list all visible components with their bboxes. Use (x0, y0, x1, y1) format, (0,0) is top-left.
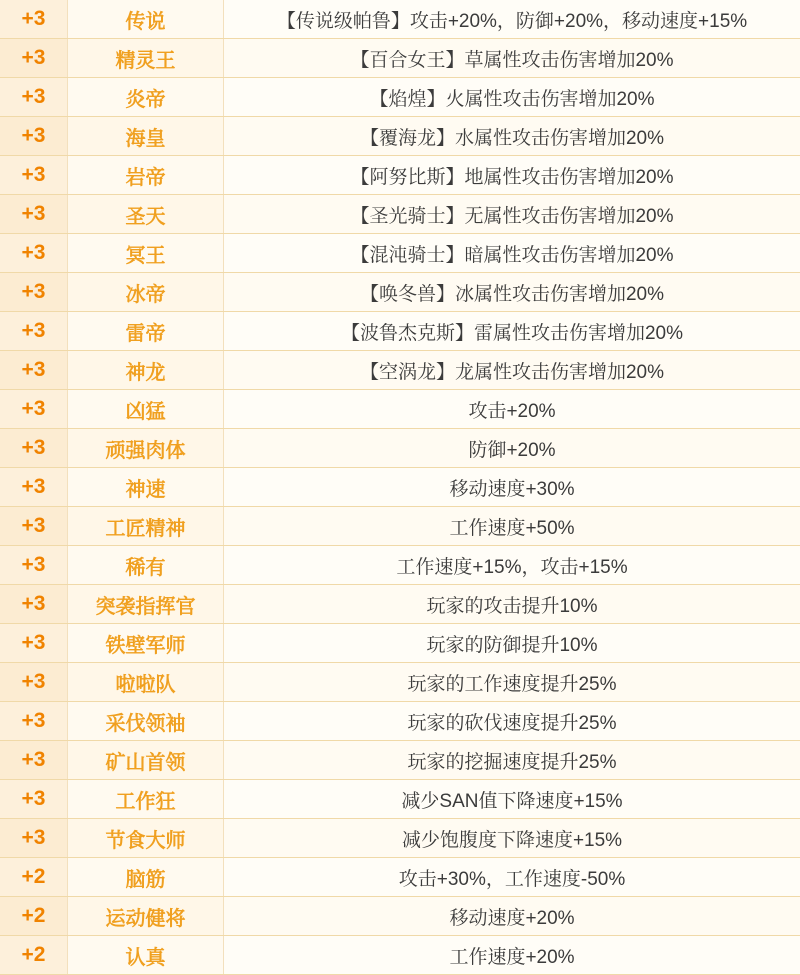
table-row (0, 858, 800, 897)
table-row (0, 429, 800, 468)
skill-name-cell: 传说 (68, 0, 224, 38)
table-row (0, 312, 800, 351)
rank-cell: +3 (0, 351, 68, 389)
table-row (0, 234, 800, 273)
table-row (0, 0, 800, 39)
skill-effect-cell: 防御+20% (224, 429, 800, 467)
skill-name-cell: 冥王 (68, 234, 224, 272)
skill-effect-cell: 玩家的防御提升10% (224, 624, 800, 662)
rank-cell: +3 (0, 546, 68, 584)
table-row (0, 468, 800, 507)
rank-cell: +3 (0, 0, 68, 38)
skill-name-cell: 矿山首领 (68, 741, 224, 779)
skill-effect-cell: 攻击+20% (224, 390, 800, 428)
skill-effect-cell: 【传说级帕鲁】攻击+20%，防御+20%，移动速度+15% (224, 0, 800, 38)
rank-cell: +3 (0, 624, 68, 662)
skill-effect-cell: 【混沌骑士】暗属性攻击伤害增加20% (224, 234, 800, 272)
skill-effect-cell: 减少饱腹度下降速度+15% (224, 819, 800, 857)
table-row (0, 390, 800, 429)
skill-name-cell: 脑筋 (68, 858, 224, 896)
skill-name-cell: 顽强肉体 (68, 429, 224, 467)
skill-effect-cell: 玩家的攻击提升10% (224, 585, 800, 623)
rank-cell: +3 (0, 702, 68, 740)
table-row (0, 273, 800, 312)
skill-name-cell: 工作狂 (68, 780, 224, 818)
skill-effect-cell: 工作速度+20% (224, 936, 800, 974)
table-row (0, 663, 800, 702)
table-row (0, 936, 800, 975)
table-row (0, 897, 800, 936)
table-row (0, 78, 800, 117)
skill-name-cell: 炎帝 (68, 78, 224, 116)
rank-cell: +3 (0, 429, 68, 467)
skill-effect-cell: 【波鲁杰克斯】雷属性攻击伤害增加20% (224, 312, 800, 350)
rank-cell: +2 (0, 858, 68, 896)
rank-cell: +3 (0, 663, 68, 701)
rank-cell: +3 (0, 78, 68, 116)
rank-cell: +3 (0, 507, 68, 545)
skill-effect-cell: 【百合女王】草属性攻击伤害增加20% (224, 39, 800, 77)
table-row (0, 624, 800, 663)
skill-name-cell: 凶猛 (68, 390, 224, 428)
skill-effect-cell: 减少SAN值下降速度+15% (224, 780, 800, 818)
skill-effect-cell: 玩家的挖掘速度提升25% (224, 741, 800, 779)
table-row (0, 741, 800, 780)
skill-name-cell: 认真 (68, 936, 224, 974)
table-row (0, 156, 800, 195)
rank-cell: +3 (0, 780, 68, 818)
rank-cell: +3 (0, 117, 68, 155)
skill-effect-cell: 玩家的工作速度提升25% (224, 663, 800, 701)
skill-name-cell: 稀有 (68, 546, 224, 584)
skill-name-cell: 采伐领袖 (68, 702, 224, 740)
table-row (0, 819, 800, 858)
skill-name-cell: 铁壁军师 (68, 624, 224, 662)
skill-effect-cell: 移动速度+20% (224, 897, 800, 935)
skill-effect-cell: 【唤冬兽】冰属性攻击伤害增加20% (224, 273, 800, 311)
rank-cell: +3 (0, 39, 68, 77)
skill-name-cell: 雷帝 (68, 312, 224, 350)
table-row (0, 780, 800, 819)
rank-cell: +3 (0, 312, 68, 350)
skill-effect-cell: 攻击+30%，工作速度-50% (224, 858, 800, 896)
table-row (0, 585, 800, 624)
rank-cell: +2 (0, 897, 68, 935)
skill-effect-cell: 工作速度+50% (224, 507, 800, 545)
skill-name-cell: 工匠精神 (68, 507, 224, 545)
rank-cell: +3 (0, 585, 68, 623)
skill-name-cell: 海皇 (68, 117, 224, 155)
table-row (0, 546, 800, 585)
skill-name-cell: 神龙 (68, 351, 224, 389)
skill-name-cell: 精灵王 (68, 39, 224, 77)
skill-effect-cell: 【圣光骑士】无属性攻击伤害增加20% (224, 195, 800, 233)
skill-effect-cell: 【阿努比斯】地属性攻击伤害增加20% (224, 156, 800, 194)
table-row (0, 39, 800, 78)
rank-cell: +3 (0, 390, 68, 428)
table-row (0, 702, 800, 741)
skill-effect-cell: 【覆海龙】水属性攻击伤害增加20% (224, 117, 800, 155)
skill-effect-cell: 【空涡龙】龙属性攻击伤害增加20% (224, 351, 800, 389)
skill-name-cell: 冰帝 (68, 273, 224, 311)
table-row (0, 195, 800, 234)
rank-cell: +3 (0, 819, 68, 857)
rank-cell: +3 (0, 195, 68, 233)
rank-cell: +3 (0, 741, 68, 779)
skill-name-cell: 节食大师 (68, 819, 224, 857)
skill-name-cell: 岩帝 (68, 156, 224, 194)
table-row (0, 507, 800, 546)
rank-cell: +3 (0, 234, 68, 272)
table-row (0, 351, 800, 390)
skill-effect-cell: 玩家的砍伐速度提升25% (224, 702, 800, 740)
rank-cell: +3 (0, 156, 68, 194)
rank-cell: +2 (0, 936, 68, 974)
skill-name-cell: 突袭指挥官 (68, 585, 224, 623)
skill-effect-cell: 【焰煌】火属性攻击伤害增加20% (224, 78, 800, 116)
skill-name-cell: 啦啦队 (68, 663, 224, 701)
skill-name-cell: 运动健将 (68, 897, 224, 935)
skill-effect-cell: 工作速度+15%，攻击+15% (224, 546, 800, 584)
rank-cell: +3 (0, 273, 68, 311)
skill-name-cell: 神速 (68, 468, 224, 506)
table-row (0, 117, 800, 156)
skill-name-cell: 圣天 (68, 195, 224, 233)
rank-cell: +3 (0, 468, 68, 506)
skill-effect-cell: 移动速度+30% (224, 468, 800, 506)
